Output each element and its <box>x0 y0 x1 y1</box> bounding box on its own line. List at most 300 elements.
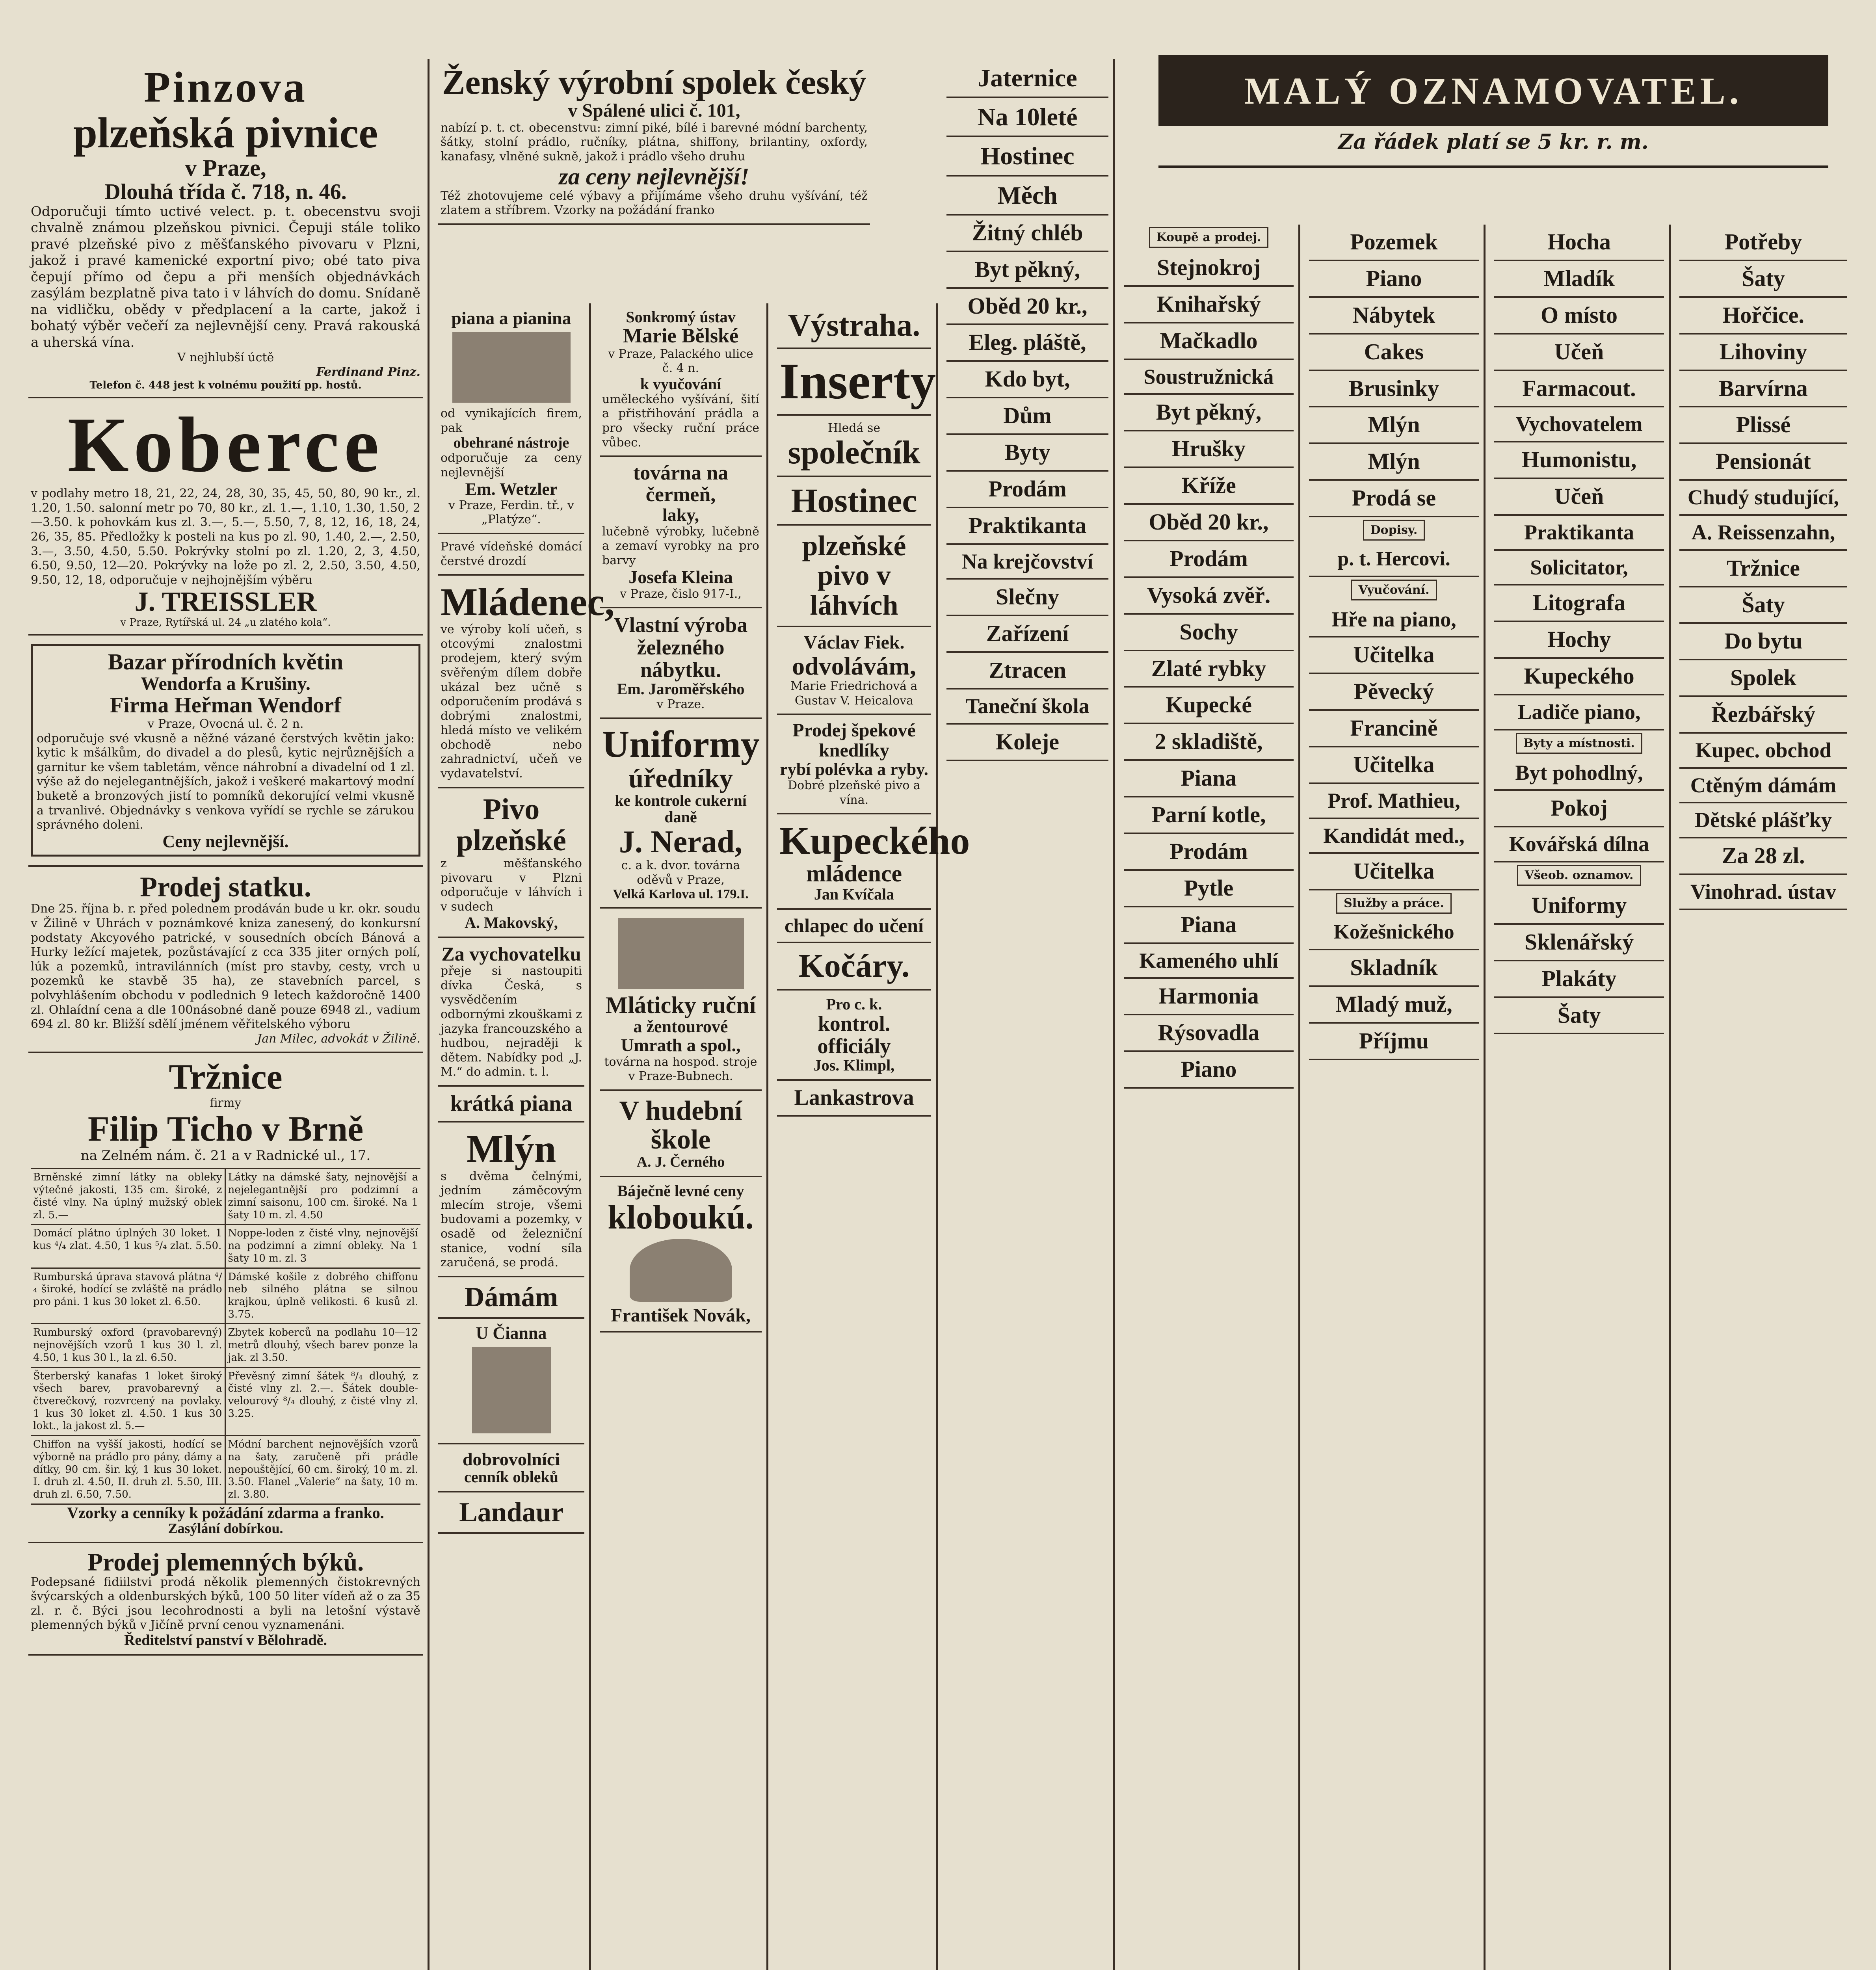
ad-title: Parní kotle, <box>1151 802 1266 828</box>
ad-title: Dětské plášťky <box>1695 808 1832 832</box>
classified-ad <box>1309 335 1479 371</box>
classified-ad <box>1124 1052 1294 1089</box>
ad-firm: Jos. Klimpl, <box>813 1056 895 1074</box>
trznice-cell: Módní barchent nejnovějších vzorů na šaty, zaručeně při prádle nepouštějící, 60 cm. široký, 10 m. zl. 3.50. Flanel „Valerie“ na šaty, 10 m. zl. 3.80. <box>226 1436 421 1505</box>
ad-damam <box>438 1277 584 1319</box>
classified-ad <box>1309 819 1479 854</box>
ad-title: Zařízení <box>986 621 1069 647</box>
ad-hostinec <box>946 137 1108 176</box>
ad-title: Byt pohodlný, <box>1515 760 1643 784</box>
ad-firm: Filip Ticho v Brně <box>87 1109 364 1149</box>
ad-title: Na krejčovství <box>961 549 1093 573</box>
ad-title: Harmonia <box>1158 983 1259 1009</box>
ad-kratka-piana <box>438 1087 584 1123</box>
ad-text: c. a k. dvor. továrna oděvů v Praze, <box>621 859 740 887</box>
ad-trznice <box>28 1053 423 1543</box>
ad-text: z měšťanského pivovaru v Plzni odporučuje v láhvích i v sudech <box>441 857 582 914</box>
ad-address: v Spálené ulici č. 101, <box>568 100 740 121</box>
figure-illustration <box>472 1347 551 1433</box>
ad-title: odvolávám, <box>792 652 916 680</box>
ad-title: Řezbářský <box>1711 701 1816 727</box>
ad-title: Sochy <box>1179 619 1238 645</box>
ad-title: Příjmu <box>1359 1028 1429 1054</box>
ad-title: Soustružnická <box>1143 364 1274 388</box>
ad-title: Kříže <box>1181 472 1236 498</box>
trznice-cell: Zbytek koberců na podlahu 10—12 metrů dlouhý, všech barev ponze la jak. zl 3.50. <box>226 1324 421 1368</box>
ad-sign: Jan Milec, advokát v Žilině. <box>257 1031 420 1046</box>
ad-title: Kameného uhlí <box>1139 948 1278 972</box>
classified-ad <box>1679 371 1847 408</box>
section-label: Byty a místnosti. <box>1516 733 1642 754</box>
ad-subtitle: a žentourové <box>633 1017 728 1037</box>
ad-title: Landaur <box>459 1497 563 1528</box>
ad-title: Učitelka <box>1353 858 1435 884</box>
ad-eleg <box>946 325 1108 362</box>
section-label: Dopisy. <box>1363 520 1425 541</box>
ad-title: Mládenec, <box>441 580 615 624</box>
ad-text: Pravé vídeňské domácí čerstvé drozdí <box>441 539 582 568</box>
ad-hostinec <box>777 477 931 525</box>
ad-title: Pokoj <box>1551 795 1608 821</box>
classified-ad <box>1124 907 1294 944</box>
ad-text: lučebně výrobky, lučebně a zemaví vyrobky na pro barvy <box>602 524 759 567</box>
classified-ad <box>1309 637 1479 674</box>
ad-subtitle: obehrané nástroje <box>453 435 569 452</box>
ad-phone: Telefon č. 448 jest k volnému použití pp. hostů. <box>89 379 362 392</box>
ad-title: Pivo plzeňské <box>456 792 566 857</box>
classified-ad <box>1679 298 1847 335</box>
ad-text: Hledá se <box>827 421 881 435</box>
ad-title: Hochy <box>1547 626 1611 652</box>
ad-title: Učeň <box>1554 483 1604 509</box>
ad-koberce <box>28 398 423 636</box>
classified-ad <box>1124 834 1294 871</box>
classified-ad <box>1494 298 1664 335</box>
ad-title: Kupec. obchod <box>1695 738 1831 762</box>
ad-title: chlapec do učení <box>785 914 924 937</box>
classified-ad <box>1309 371 1479 408</box>
ad-title: Barvírna <box>1719 375 1808 401</box>
ad-sign: Ředitelství panství v Bělohradě. <box>124 1632 327 1649</box>
trznice-cell: Brněnské zimní látky na obleky výtečné jakosti, 135 cm. široké, z čisté vlny. Na úplný mužský oblek zl. 5.— <box>31 1169 226 1225</box>
classified-ad <box>1124 615 1294 651</box>
classified-ad <box>1124 979 1294 1015</box>
ad-uniformy <box>600 719 762 909</box>
ad-title: Taneční škola <box>965 694 1090 718</box>
ad-title: Solicitator, <box>1530 555 1628 579</box>
ad-text: přeje si nastoupiti dívka Česká, s vysvědčením odbornými zkouškami z jazyka francouzského a hudbou, nejraději k dětem. Nabídky pod „J. M.“ do admin. t. l. <box>441 964 582 1079</box>
ad-subtitle: Pro c. k. <box>826 995 882 1013</box>
classified-ad <box>1309 444 1479 481</box>
classified-ad <box>1309 261 1479 298</box>
ad-nabytek <box>600 608 762 719</box>
trznice-cell: Dámské košile z dobrého chiffonu neb silného plátna se silnou krajkou, úplně velikosti. 6 kusů zl. 3.75. <box>226 1269 421 1325</box>
ad-address: Dlouhá třída č. 718, n. 46. <box>104 180 347 204</box>
ad-title: Mladý muž, <box>1335 991 1452 1017</box>
classified-ad <box>1309 298 1479 335</box>
ad-prodam <box>946 472 1108 508</box>
ad-title: Šaty <box>1742 265 1785 291</box>
ad-title: Chudý studující, <box>1687 485 1839 509</box>
classifieds-title: MALÝ OZNAMOVATEL. <box>1244 69 1743 112</box>
column-2a <box>433 303 615 1970</box>
classified-ad <box>1679 875 1847 910</box>
ad-title: společník <box>788 434 920 471</box>
classified-ad <box>1679 407 1847 444</box>
ad-title: Pozemek <box>1350 229 1438 255</box>
ad-title: Vlastní výroba železného nábytku. <box>614 613 748 682</box>
ad-title: Kovářská dílna <box>1509 832 1649 856</box>
ad-plemenni-byci <box>28 1543 423 1656</box>
ad-footer: Zasýlání dobírkou. <box>168 1520 283 1536</box>
ad-krejcovstvi <box>946 545 1108 580</box>
ad-koleje <box>946 725 1108 761</box>
ad-prodej-statku <box>28 867 423 1054</box>
ad-title: Kupeckého <box>1524 663 1634 689</box>
ad-title: 2 skladiště, <box>1155 729 1263 755</box>
trznice-cell: Převěsný zimní šátek ⁸/₄ dlouhý, z čisté vlny zl. 2.—. Šátek double-velourový ⁸/₄ dlouhý, z čisté vlny zl. 3.25. <box>226 1368 421 1437</box>
ad-title: Kočáry. <box>798 947 910 984</box>
ad-pivo <box>438 788 584 938</box>
classified-ad <box>1494 371 1664 408</box>
ad-bazar <box>28 636 423 867</box>
ad-title: Tržnice <box>169 1057 283 1097</box>
ad-dobrovolnici <box>438 1444 584 1492</box>
classified-ad <box>1124 360 1294 395</box>
ad-title: Lankastrova <box>794 1085 914 1110</box>
ad-plzenske-pivo <box>777 526 931 628</box>
ad-title: Na 10leté <box>977 103 1078 131</box>
classified-ad <box>1309 481 1479 517</box>
ad-address: v Praze, Ovocná ul. č. 2 n. <box>147 717 304 731</box>
ad-text: Podepsané fidiilstvi prodá několik plemenných čistokrevných švýcarských a oldenburských býků, 100 50 liter vídeň až o za 35 zl. r. č. Býci jsou lecohrodnosti a byli na letošní výstavě plemenných býků v Jičíně první cenou vyznamenáni. <box>31 1575 420 1632</box>
classified-ad <box>1679 444 1847 481</box>
ad-lankastrova <box>777 1081 931 1117</box>
ad-text: od vynikajících firem, pak <box>441 407 582 435</box>
ad-byt <box>946 252 1108 289</box>
classified-ad <box>1124 431 1294 468</box>
classified-ad <box>1494 442 1664 479</box>
ad-title: Cakes <box>1364 338 1424 364</box>
ad-title: Pěvecký <box>1354 678 1434 704</box>
ad-subtitle: cenník obleků <box>464 1468 558 1486</box>
ad-title: Brusinky <box>1349 375 1439 401</box>
ad-address: v Praze. <box>656 697 705 712</box>
ad-fiek <box>777 627 931 715</box>
ad-firm: Josefa Kleina <box>628 567 733 587</box>
ad-ztracen <box>946 653 1108 690</box>
ad-slecny <box>946 580 1108 616</box>
ad-title: Učeň <box>1554 338 1604 364</box>
ad-title: plzeňské pivo v láhvích <box>802 530 906 621</box>
ad-title: Pytle <box>1184 875 1234 901</box>
section-label: Koupě a prodej. <box>1149 227 1269 248</box>
classified-ad <box>1679 225 1847 261</box>
ad-title: Skladník <box>1350 954 1438 980</box>
classified-ad <box>1124 724 1294 761</box>
ad-title: Spolek <box>1730 665 1796 691</box>
ad-firm: J. Nerad, <box>619 825 743 860</box>
ad-sign: V nejhlubší úctě <box>177 351 274 365</box>
ad-title: Šaty <box>1557 1002 1601 1028</box>
ad-text: odporučuje za ceny nejlevnější <box>441 451 582 479</box>
ad-pinzova <box>28 59 423 398</box>
classified-ad <box>1494 695 1664 730</box>
ad-text: Marie Friedrichová a Gustav V. Heicalova <box>790 679 918 708</box>
classified-ad <box>1679 261 1847 298</box>
column-9 <box>1675 225 1852 1970</box>
classified-ad <box>1124 688 1294 724</box>
ad-title: Hořčice. <box>1722 302 1804 328</box>
ad-title: kloboukú. <box>608 1198 754 1236</box>
classified-ad <box>1309 225 1479 261</box>
ad-name: Marie Bělské <box>623 325 739 347</box>
ad-title: Praktikanta <box>1524 520 1634 544</box>
ad-jaternice <box>946 59 1108 98</box>
ad-title: Oběd 20 kr., <box>1149 509 1269 535</box>
ad-title: O místo <box>1541 302 1618 328</box>
classified-ad <box>1679 624 1847 660</box>
ad-footer: Vzorky a cenníky k požádání zdarma a franko. <box>67 1504 384 1522</box>
ad-landaur <box>438 1492 584 1534</box>
ad-tanecni <box>946 690 1108 725</box>
ad-title: Pensionát <box>1716 448 1811 474</box>
ad-text: v podlahy metro 18, 21, 22, 24, 28, 30, 35, 45, 50, 80, 90 kr., zl. 1.20, 1.50. salonní metr po 70, 80 kr., zl. 1.—, 1.10, 1.30, 1.50, 2—3.50. k pohovkám kus zl. 3.—, 5.—, 5.50, 7, 8, 12, 16, 18, 24, 26, 35, 85. Předložky k posteli na kus po zl. 90, 1.40, 2.—, 2.50, 3.—, 3.50, 4.50, 5.50. Pokrývky stolní po zl. 1.20, 2, 3, 4.50, 6.50, 9.50, 12—20. Pokrývky na lože po zl. 2, 2.50, 3.50, 4.50, 9.50, 12, 18, odporučuje v nejhojnějším výběru <box>31 487 420 587</box>
ad-title: Kožešnického <box>1333 921 1454 944</box>
ad-firm: František Novák, <box>611 1305 751 1326</box>
ad-spolecnik <box>777 416 931 478</box>
ad-firm: Em. Wetzler <box>465 479 558 499</box>
classified-ad <box>1494 516 1664 551</box>
ad-obed <box>946 289 1108 325</box>
classified-ad <box>1124 1015 1294 1052</box>
ad-firm: Em. Jaroměřského <box>617 680 745 698</box>
ad-title: Praktikanta <box>968 512 1087 538</box>
classified-ad <box>1494 659 1664 695</box>
section-label: Vyučování. <box>1351 580 1437 600</box>
trznice-cell: Domácí plátno úplných 30 loket. 1 kus ⁴/₄ zlat. 4.50, 1 kus ⁵/₄ zlat. 5.50. <box>31 1225 226 1268</box>
ad-address: Velká Karlova ul. 179.I. <box>613 887 749 902</box>
ad-firm: J. TREISSLER <box>134 587 317 617</box>
classified-ad <box>1494 998 1664 1035</box>
ad-text: ve výroby kolí učeň, s otcovými znalostmi prodejem, který svým svěřeným dílem dobře ukázal bez učně s odporučením prodává s dobrými znalostmi, hledá místo ve velikém obchodě nebo zahradnictví, učeň ve vydavatelství. <box>441 623 582 781</box>
classified-ad <box>1309 784 1479 819</box>
classified-ad <box>1494 261 1664 298</box>
ad-firm: Firma Heřman Wendorf <box>110 693 341 718</box>
classified-ad <box>1309 747 1479 784</box>
classified-ad <box>1679 660 1847 697</box>
ad-tovarna <box>600 457 762 608</box>
classified-ad <box>1494 827 1664 862</box>
trznice-cell: Noppe-loden z čisté vlny, nejnovější na podzimní a zimní obleky. Na 1 šaty 10 m. zl. 3 <box>226 1225 421 1268</box>
ad-title: Francině <box>1350 715 1438 741</box>
ad-title: Uniformy <box>602 723 760 765</box>
ad-kupeckeho <box>777 814 970 910</box>
column-6 <box>1119 225 1300 1970</box>
section-label: Všeob. oznamov. <box>1517 865 1641 886</box>
ad-title: Ladiče piano, <box>1517 700 1641 724</box>
ad-title: Prodej plemenných býků. <box>87 1548 364 1576</box>
ad-subtitle: mládence <box>806 860 902 887</box>
trznice-cell: Chiffon na vyšší jakosti, hodící se výborně na prádlo pro pány, dámy a dítky, 90 cm. šir. ký, 1 kus 30 loket. I. druh zl. 4.50, II. druh zl. 5.50, III. druh zl. 6.50, 7.50. <box>31 1436 226 1505</box>
column-7 <box>1304 225 1486 1970</box>
classified-ad <box>1679 516 1847 551</box>
ad-zitny <box>946 216 1108 252</box>
classified-ad <box>1309 674 1479 711</box>
ad-praktikanta <box>946 508 1108 545</box>
ad-title: Piano <box>1366 265 1422 291</box>
ad-title: Prodám <box>988 476 1067 502</box>
ad-title: V hudební škole <box>619 1095 742 1155</box>
classified-ad <box>1124 287 1294 323</box>
ad-title: Hostinec <box>980 142 1075 170</box>
ad-title: Mlýn <box>466 1126 556 1171</box>
ad-title: Prodej statku. <box>140 871 311 903</box>
ad-text: Dne 25. října b. r. před polednem prodáván bude u kr. okr. soudu v Žilině v Uhrách v poznámkové kniza zanesený, do konkursní podstaty Akcyového patrické, v sousedních obcích Bánová a Hurky ležící majetek, pozůstávající z cca 335 jiter orných polí, lúk a pozemků, intravilánních (míst pro stavby, cesty, vrch u pozemků ke stavbě 35 ha), ze stavebních parcel, s polvyhlášením obchodu v podlednich 9 letech každoročně 1400 zl. Ohlaídní cena a dle 100násobné daně pouze 6948 zl., vadium 694 zl. 80 kr. Bližší sdělí jménem věřitelského výboru <box>31 902 420 1031</box>
classified-ad <box>1124 323 1294 360</box>
classified-ad <box>1124 871 1294 907</box>
ad-title: Učitelka <box>1353 752 1435 778</box>
classified-ad <box>1124 944 1294 979</box>
classified-ad <box>1124 468 1294 505</box>
ad-title: Prodej špekové knedlíky <box>792 720 916 761</box>
ad-kontrol <box>777 991 931 1081</box>
ad-title: Lihoviny <box>1719 338 1807 364</box>
ad-mech <box>946 177 1108 216</box>
ad-title: Piano <box>1181 1056 1237 1082</box>
ad-title: Mladík <box>1543 265 1615 291</box>
classified-ad <box>1494 622 1664 659</box>
classified-ad <box>1124 505 1294 541</box>
classified-ad <box>1494 791 1664 827</box>
ad-title: Ztracen <box>989 657 1066 683</box>
classifieds-subtitle: Za řádek platí se 5 kr. r. m. <box>1338 130 1649 154</box>
ad-subtitle: k vyučování <box>640 375 721 393</box>
ad-kdo <box>946 362 1108 398</box>
ad-title: Mlýn <box>1368 412 1420 438</box>
ad-title: dobrovolníci <box>462 1449 560 1469</box>
piano-illustration <box>452 332 571 403</box>
column-8 <box>1489 225 1671 1970</box>
ad-address: na Zelném nám. č. 21 a v Radnické ul., 17. <box>80 1148 371 1163</box>
classified-ad <box>1309 711 1479 747</box>
ad-title: p. t. Hercovi. <box>1337 548 1450 571</box>
ad-text: Odporučuji tímto uctivé velect. p. t. obecenstvu svoji chvalně známou plzeňskou pivnici. Čepuji stále toliko pravé plzeňské pivo z měšťanského pivovaru v Plzni, jakož i pravé kamenické exportní pivo; obé tato piva čepují přímo od čepu a při menších objednávkách zasýlám bezplatně piva tato i v láhvích do domu. Snídaně na vidličku, obědy v předplacení a la carte, jakož i bohatý výběr večeří za nejlevnější ceny. Pravá rakouská a uherská vína. <box>31 203 420 350</box>
classified-ad <box>1309 916 1479 950</box>
ad-title: Plissé <box>1736 412 1791 438</box>
classified-ad <box>1309 1024 1479 1060</box>
ad-address: továrna na hospod. stroje v Praze-Bubnech. <box>604 1055 757 1084</box>
classified-ad <box>1679 697 1847 734</box>
ad-title: Prodám <box>1169 545 1248 571</box>
ad-title: Eleg. pláště, <box>969 329 1086 355</box>
ad-title: Prof. Mathieu, <box>1328 788 1460 812</box>
ad-title: Šaty <box>1742 591 1785 617</box>
ad-title: Žitný chléb <box>972 219 1083 245</box>
ad-title: Sklenářský <box>1524 929 1634 955</box>
ad-address: v Praze, čislo 917-I., <box>620 587 742 601</box>
trznice-cell: Rumburská úprava stavová plátna ⁴/₄ široké, hodící se zvláště na prádlo pro páni. 1 kus 30 loket zl. 6.50. <box>31 1269 226 1325</box>
ad-title: Plakáty <box>1541 965 1617 991</box>
ad-address: v Praze, Palackého ulice č. 4 n. <box>608 347 753 375</box>
machine-illustration <box>618 918 744 989</box>
column-5 <box>942 59 1115 1970</box>
ad-title: Farmacout. <box>1522 375 1636 401</box>
ad-title: Za 28 zl. <box>1722 843 1805 869</box>
classified-ad <box>1309 950 1479 987</box>
ad-title: Litografa <box>1532 590 1626 616</box>
ad-zarizeni <box>946 616 1108 653</box>
classified-ad <box>1124 395 1294 431</box>
classified-ad <box>1494 479 1664 516</box>
ad-10lete <box>946 98 1108 137</box>
ad-text: odporučuje své vkusně a něžné vázané čerstvých květin jako: kytic k mšálkům, do divadel a do plesů, kytic nejrůznějších a garnitur ke všem tabletám, věnce náhrobní a divadelní od 1 zl. výše až do nejelegantnějších, jakož i veškeré makartový modní buketě a bronzových jistí to pomníků dekorující velmi vkusně a trvanlivé. Objednávky s venkova vyřídí se rychle se zárukou správného doleni. <box>37 731 415 832</box>
classified-ad <box>1494 925 1664 961</box>
ad-title: Dům <box>1003 403 1052 429</box>
classified-ad <box>1494 335 1664 371</box>
ad-title: Jaternice <box>978 64 1077 92</box>
ad-title: Slečny <box>995 584 1060 610</box>
ad-firm: A. Makovský, <box>465 913 558 931</box>
ad-title: kontrol. officiály <box>817 1011 891 1058</box>
ad-title: Ctěným dámám <box>1690 773 1837 797</box>
ad-title: Hocha <box>1547 229 1611 255</box>
ad-address: v Praze, Ferdin. tř., v „Platýze“. <box>448 498 574 527</box>
ad-price: za ceny nejlevnější! <box>559 163 749 190</box>
ad-title: Sonkromý ústav <box>626 308 736 326</box>
ad-title: Inserty <box>779 353 936 410</box>
ad-title: Piana <box>1181 765 1237 791</box>
ad-footer: Ceny nejlevnější. <box>162 831 289 851</box>
ad-zensky-spolek <box>438 59 870 225</box>
ad-mladenec <box>438 576 615 788</box>
ad-ciann <box>438 1319 584 1444</box>
trznice-cell: Látky na dámské šaty, nejnovější a nejelegantnější pro podzimní a zimní saisonu, 100 cm. široké. Na 1 šaty 10 m. zl. 4.50 <box>226 1169 421 1225</box>
ad-title: Hrušky <box>1172 436 1246 462</box>
classified-ad <box>1679 587 1847 624</box>
ad-title: Stejnokroj <box>1156 255 1261 280</box>
ad-title: piana a pianina <box>451 308 571 328</box>
ad-piana <box>438 303 584 534</box>
classified-ad <box>1679 551 1847 587</box>
ad-text: nabízí p. t. ct. obecenstvu: zimní piké, bílé i barevné módní barchenty, šátky, stolní prádlo, ručníky, plátna, shiffony, brilantiny, oxfordy, kanafasy, vlněné sukně, jakož i prádlo všeho druhu <box>441 121 868 164</box>
ad-mlaticky <box>600 909 762 1091</box>
ad-dum <box>946 398 1108 435</box>
classified-ad <box>1679 734 1847 769</box>
ad-title: U Čianna <box>476 1323 547 1343</box>
ad-title: Byt pěkný, <box>974 256 1080 282</box>
classified-ad <box>1124 250 1294 287</box>
ad-title: Bazar přírodních květin <box>108 649 344 675</box>
classified-ad <box>1494 961 1664 998</box>
classified-ad <box>1679 803 1847 838</box>
classified-ad <box>1124 797 1294 834</box>
ad-title: továrna na čermeň, <box>633 462 729 506</box>
ad-title: Prodá se <box>1352 485 1436 511</box>
classified-ad <box>1679 481 1847 516</box>
ad-title: Měch <box>997 181 1058 209</box>
ad-city: v Praze, <box>185 155 266 181</box>
newspaper-page <box>24 59 1852 1970</box>
ad-firm-label: firmy <box>210 1096 242 1110</box>
ad-vychovatelka <box>438 938 584 1087</box>
ad-hudebni-skola <box>600 1091 762 1177</box>
ad-title: Hře na piano, <box>1331 607 1456 631</box>
classified-ad <box>1124 761 1294 797</box>
ad-title: Kdo byt, <box>985 366 1070 392</box>
ad-title: krátká piana <box>450 1091 573 1116</box>
ad-title: Vinohrad. ústav <box>1690 880 1837 904</box>
